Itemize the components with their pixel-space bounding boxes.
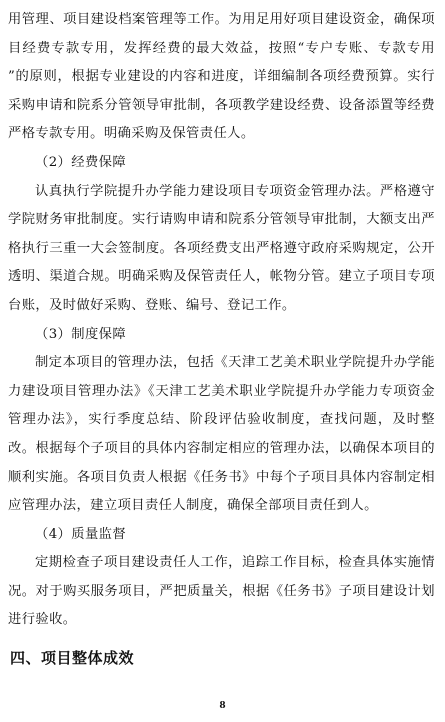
subheading-system-guarantee: （3）制度保障 [35,326,127,342]
page-number: 8 [219,701,226,711]
paragraph-funding-guarantee: 认真执行学院提升办学能力建设项目专项资金管理办法。严格遵守学院财务审批制度。实行请购申请和院系分管领导审批制，大额支出严格执行三重一大会签制度。各项经费支出严格遵守政府采购规定，公开透明、渠道合规。明确采购及保管责任人，帐物分管。建立子项目专项台账，及时做好采购、登账、编号、登记工作。 [8,183,435,313]
subheading-funding-guarantee: （2）经费保障 [35,154,127,170]
paragraph-quality-supervision: 定期检查子项目建设责任人工作，追踪工作目标，检查具体实施情况。对于购买服务项目，严把质量关，根据《任务书》子项目建设计划进行验收。 [8,555,435,628]
paragraph-intro: 用管理、项目建设档案管理等工作。为用足用好项目建设资金，确保项目经费专款专用，发挥经费的最大效益，按照“专户专账、专款专用 ”的原则，根据专业建设的内容和进度，详细编制各项经费预算。实行采购申请和院系分管领导审批制，各项教学建设经费、设备添置等经费严格专款专用。明确采购及保管责任人。 [8,12,435,142]
paragraph-system-guarantee: 制定本项目的管理办法，包括《天津工艺美术职业学院提升办学能力建设项目管理办法》《天津工艺美术职业学院提升办学能力专项资金管理办法》，实行季度总结、阶段评估验收制度，查找问题，及时整改。根据每个子项目的具体内容制定相应的管理办法，以确保本项目的顺利实施。各项目负责人根据《任务书》中每个子项目具体内容制定相应管理办法，建立项目责任人制度，确保全部项目责任到人。 [8,355,435,514]
section-title: 四、项目整体成效 [10,649,135,668]
subheading-quality-supervision: （4）质量监督 [35,526,127,542]
